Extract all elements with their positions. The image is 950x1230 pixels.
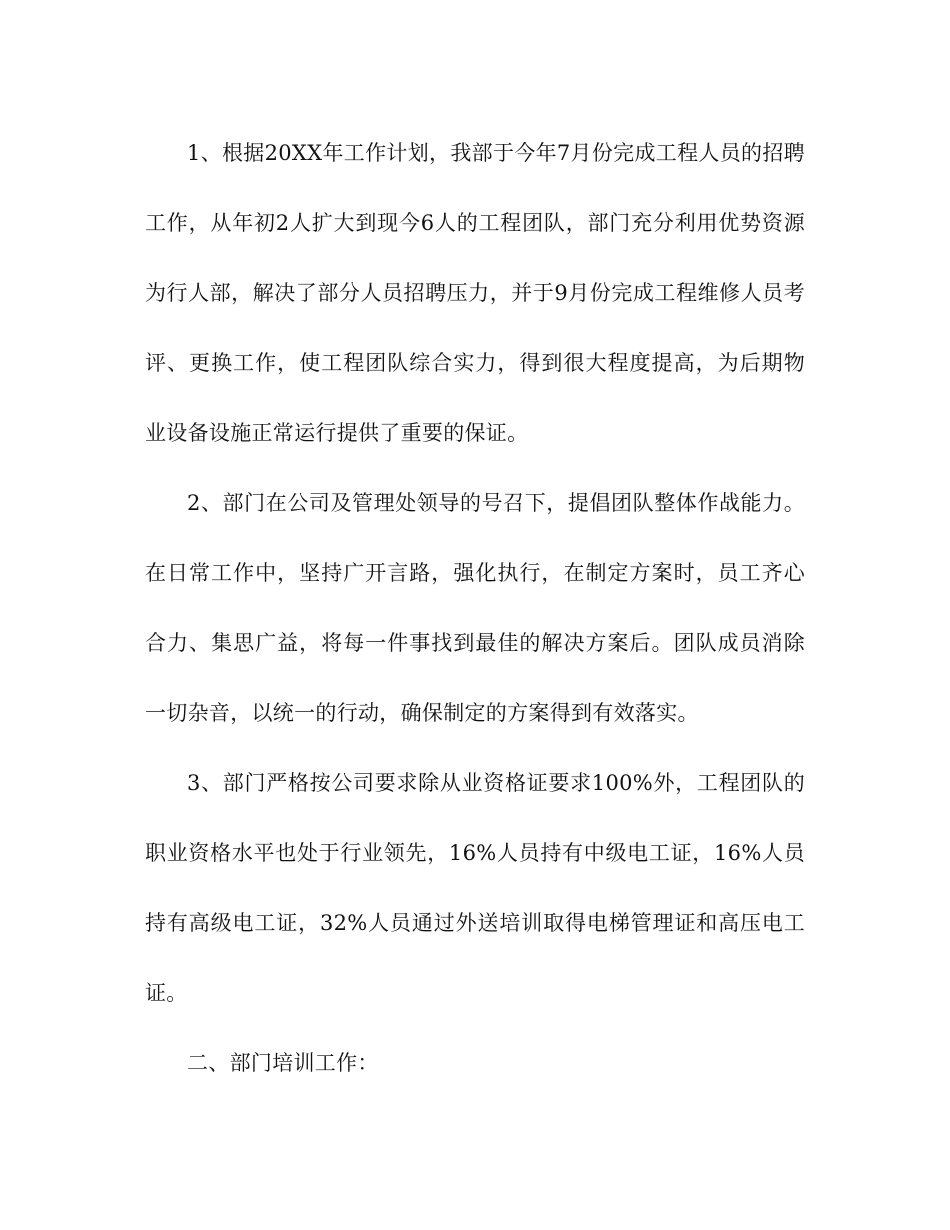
paragraph-recruitment: 1、根据20XX年工作计划，我部于今年7月份完成工程人员的招聘工作，从年初2人扩大到现今6人的工程团队，部门充分利用优势资源为行人部，解决了部分人员招聘压力，并于9月份完成工程维修人员考评、更换工作，使工程团队综合实力，得到很大程度提高，为后期物业设备设施正常运行提供了重要的保证。 — [145, 141, 805, 445]
paragraph-teamwork: 2、部门在公司及管理处领导的号召下，提倡团队整体作战能力。在日常工作中，坚持广开言路，强化执行，在制定方案时，员工齐心合力、集思广益，将每一件事找到最佳的解决方案后。团队成员消除一切杂音，以统一的行动，确保制定的方案得到有效落实。 — [145, 491, 805, 725]
document-body — [145, 118, 805, 1098]
section-heading-training: 二、部门培训工作： — [187, 1051, 379, 1075]
paragraph-qualifications: 3、部门严格按公司要求除从业资格证要求100%外，工程团队的职业资格水平也处于行业领先，16%人员持有中级电工证，16%人员持有高级电工证，32%人员通过外送培训取得电梯管理证和高压电工证。 — [145, 771, 805, 1005]
